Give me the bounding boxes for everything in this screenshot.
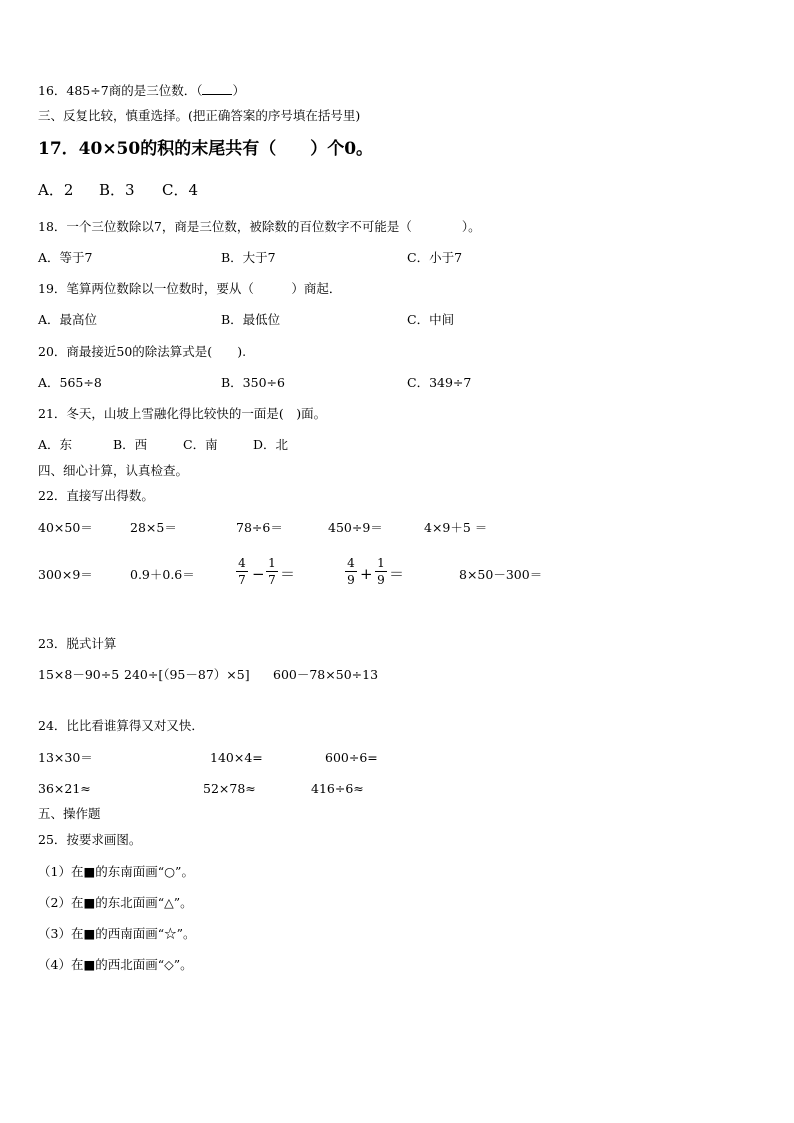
q17-option-b[interactable]: B．3 [99, 181, 135, 199]
drawing-instruction: （1）在■的东南面画“○”。 [38, 864, 194, 879]
calc-item: 140×4= [210, 750, 263, 765]
section-3-heading: 三、反复比较，慎重选择。(把正确答案的序号填在括号里) [38, 108, 361, 123]
numerator: 4 [347, 556, 355, 570]
question-16-text: 16．485÷7商的是三位数．（ [38, 83, 203, 98]
denominator: 7 [238, 573, 246, 587]
drawing-instruction: （2）在■的东北面画“△”。 [38, 895, 193, 910]
expression-item: 15×8－90÷5 [38, 667, 120, 682]
question-25-stem: 25．按要求画图。 [38, 832, 142, 847]
denominator: 9 [377, 573, 385, 587]
calc-item: 450÷9＝ [328, 520, 383, 535]
calc-item: 8×50－300＝ [459, 567, 543, 582]
calc-item: 0.9＋0.6＝ [130, 567, 195, 582]
fraction [266, 556, 278, 587]
question-16 [38, 82, 245, 99]
q21-option-c[interactable]: C．南 [183, 437, 218, 452]
q21-option-b[interactable]: B．西 [113, 437, 148, 452]
q19-option-c[interactable]: C．中间 [407, 312, 455, 327]
numerator: 1 [377, 556, 385, 570]
calc-item: 13×30＝ [38, 750, 93, 765]
question-23-stem: 23．脱式计算 [38, 636, 117, 651]
q20-option-b[interactable]: B．350÷6 [221, 375, 285, 390]
q19-option-b[interactable]: B．最低位 [221, 312, 281, 327]
question-21-stem: 21．冬天，山坡上雪融化得比较快的一面是( )面。 [38, 406, 327, 421]
plus-operator: + [360, 565, 373, 583]
estimate-item: 52×78≈ [203, 781, 256, 796]
calc-item: 4×9＋5 ＝ [424, 520, 488, 535]
q18-option-b[interactable]: B．大于7 [221, 250, 276, 265]
calc-item: 40×50＝ [38, 520, 93, 535]
drawing-instruction: （4）在■的西北面画“◇”。 [38, 957, 193, 972]
answer-blank[interactable] [202, 82, 232, 95]
fraction-bar [266, 571, 278, 572]
equals-sign: ＝ [280, 565, 296, 583]
question-17-stem: 17．40×50的积的末尾共有（ ）个0。 [38, 139, 374, 159]
q18-option-c[interactable]: C．小于7 [407, 250, 463, 265]
question-16-close: ） [232, 83, 245, 98]
section-5-heading: 五、操作题 [38, 806, 101, 821]
denominator: 9 [347, 573, 355, 587]
equals-sign: ＝ [389, 565, 405, 583]
estimate-item: 416÷6≈ [311, 781, 364, 796]
question-18-stem: 18．一个三位数除以7，商是三位数，被除数的百位数字不可能是（ ）。 [38, 219, 481, 234]
fraction [236, 556, 248, 587]
q17-option-c[interactable]: C．4 [162, 181, 199, 199]
calc-item: 300×9＝ [38, 567, 93, 582]
expression-item: 600－78×50÷13 [273, 667, 379, 682]
denominator: 7 [268, 573, 276, 587]
q19-option-a[interactable]: A．最高位 [38, 312, 98, 327]
fraction-bar [375, 571, 387, 572]
section-4-heading: 四、细心计算，认真检查。 [38, 463, 189, 478]
question-19-stem: 19．笔算两位数除以一位数时，要从（ ）商起． [38, 281, 342, 296]
q20-option-a[interactable]: A．565÷8 [38, 375, 102, 390]
numerator: 1 [268, 556, 276, 570]
fraction [375, 556, 387, 587]
fraction [345, 556, 357, 587]
q20-option-c[interactable]: C．349÷7 [407, 375, 472, 390]
drawing-instruction: （3）在■的西南面画“☆”。 [38, 926, 196, 941]
q18-option-a[interactable]: A．等于7 [38, 250, 93, 265]
numerator: 4 [238, 556, 246, 570]
fraction-bar [236, 571, 248, 572]
minus-operator: − [252, 565, 265, 583]
fraction-bar [345, 571, 357, 572]
calc-item: 600÷6= [325, 750, 378, 765]
q21-option-d[interactable]: D．北 [253, 437, 289, 452]
question-20-stem: 20．商最接近50的除法算式是( ). [38, 344, 247, 359]
q21-option-a[interactable]: A．东 [38, 437, 73, 452]
question-22-stem: 22．直接写出得数。 [38, 488, 154, 503]
q17-option-a[interactable]: A．2 [38, 181, 74, 199]
calc-item: 78÷6＝ [236, 520, 283, 535]
calc-item: 28×5＝ [130, 520, 177, 535]
expression-item: 240÷[（95－87）×5] [124, 667, 250, 682]
estimate-item: 36×21≈ [38, 781, 91, 796]
question-24-stem: 24．比比看谁算得又对又快． [38, 718, 204, 733]
